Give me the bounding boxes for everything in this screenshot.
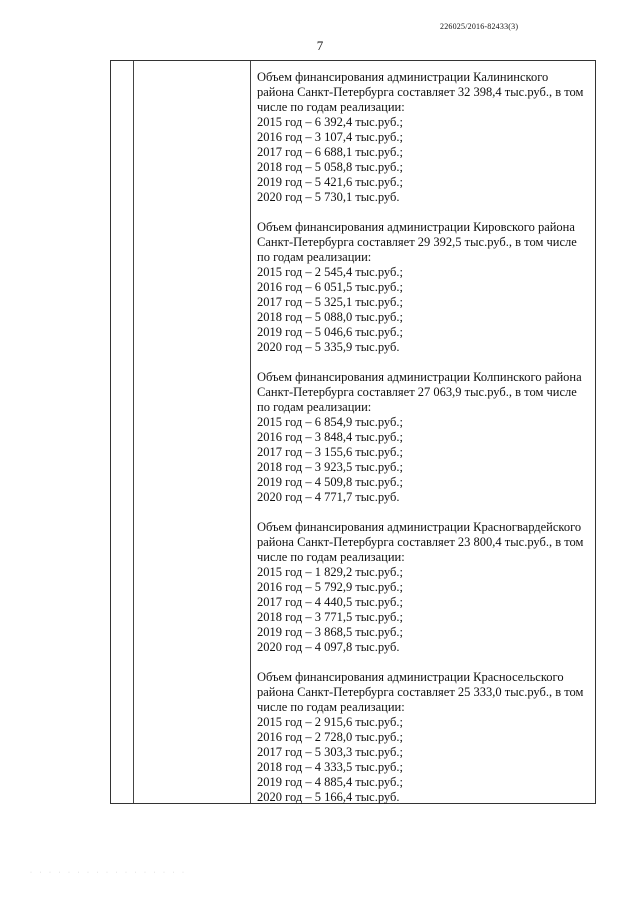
year-line: 2016 год – 6 051,5 тыс.руб.; [257,280,403,294]
year-line: 2020 год – 5 335,9 тыс.руб. [257,340,400,354]
year-line: 2019 год – 4 509,8 тыс.руб.; [257,475,403,489]
year-line: 2020 год – 4 771,7 тыс.руб. [257,490,400,504]
section-intro: Объем финансирования администрации Калининского района Санкт-Петербурга составляет 32 398,4 тыс.руб., в том числе по годам реализации: [257,70,584,114]
year-line: 2019 год – 5 046,6 тыс.руб.; [257,325,403,339]
section-intro: Объем финансирования администрации Колпинского района Санкт-Петербурга составляет 27 063,9 тыс.руб., в том числе по годам реализации: [257,370,582,414]
year-line: 2015 год – 2 545,4 тыс.руб.; [257,265,403,279]
column-divider-2 [250,61,251,803]
year-line: 2019 год – 5 421,6 тыс.руб.; [257,175,403,189]
year-line: 2015 год – 6 854,9 тыс.руб.; [257,415,403,429]
page-number: 7 [316,38,324,53]
year-line: 2018 год – 4 333,5 тыс.руб.; [257,760,403,774]
year-line: 2016 год – 2 728,0 тыс.руб.; [257,730,403,744]
district-section-kalininsky [257,70,587,205]
district-section-kirovsky [257,220,587,355]
section-intro: Объем финансирования администрации Красносельского района Санкт-Петербурга составляет 25 333,0 тыс.руб., в том числе по годам реализации: [257,670,584,714]
district-section-krasnoselsky [257,670,587,805]
year-line: 2017 год – 5 303,3 тыс.руб.; [257,745,403,759]
year-line: 2017 год – 6 688,1 тыс.руб.; [257,145,403,159]
year-line: 2018 год – 3 923,5 тыс.руб.; [257,460,403,474]
year-line: 2015 год – 2 915,6 тыс.руб.; [257,715,403,729]
column-divider-1 [133,61,134,803]
year-line: 2018 год – 5 088,0 тыс.руб.; [257,310,403,324]
year-line: 2016 год – 5 792,9 тыс.руб.; [257,580,403,594]
district-section-kolpinsky [257,370,587,505]
document-id: 226025/2016-82433(3) [440,22,519,31]
year-line: 2015 год – 1 829,2 тыс.руб.; [257,565,403,579]
section-intro: Объем финансирования администрации Красногвардейского района Санкт-Петербурга составляет 23 800,4 тыс.руб., в том числе по годам реализации: [257,520,584,564]
year-line: 2016 год – 3 107,4 тыс.руб.; [257,130,403,144]
year-line: 2019 год – 3 868,5 тыс.руб.; [257,625,403,639]
year-line: 2017 год – 3 155,6 тыс.руб.; [257,445,403,459]
year-line: 2019 год – 4 885,4 тыс.руб.; [257,775,403,789]
year-line: 2020 год – 5 730,1 тыс.руб. [257,190,400,204]
year-line: 2018 год – 5 058,8 тыс.руб.; [257,160,403,174]
funding-table [110,60,596,804]
funding-cell [257,70,587,820]
district-section-krasnogvardeysky [257,520,587,655]
scan-artifact-dots: · · · · · · · · · · · · · · · · · [30,870,187,876]
year-line: 2017 год – 4 440,5 тыс.руб.; [257,595,403,609]
year-line: 2016 год – 3 848,4 тыс.руб.; [257,430,403,444]
year-line: 2015 год – 6 392,4 тыс.руб.; [257,115,403,129]
section-intro: Объем финансирования администрации Кировского района Санкт-Петербурга составляет 29 392,5 тыс.руб., в том числе по годам реализации: [257,220,577,264]
year-line: 2020 год – 4 097,8 тыс.руб. [257,640,400,654]
year-line: 2017 год – 5 325,1 тыс.руб.; [257,295,403,309]
year-line: 2018 год – 3 771,5 тыс.руб.; [257,610,403,624]
year-line: 2020 год – 5 166,4 тыс.руб. [257,790,400,804]
